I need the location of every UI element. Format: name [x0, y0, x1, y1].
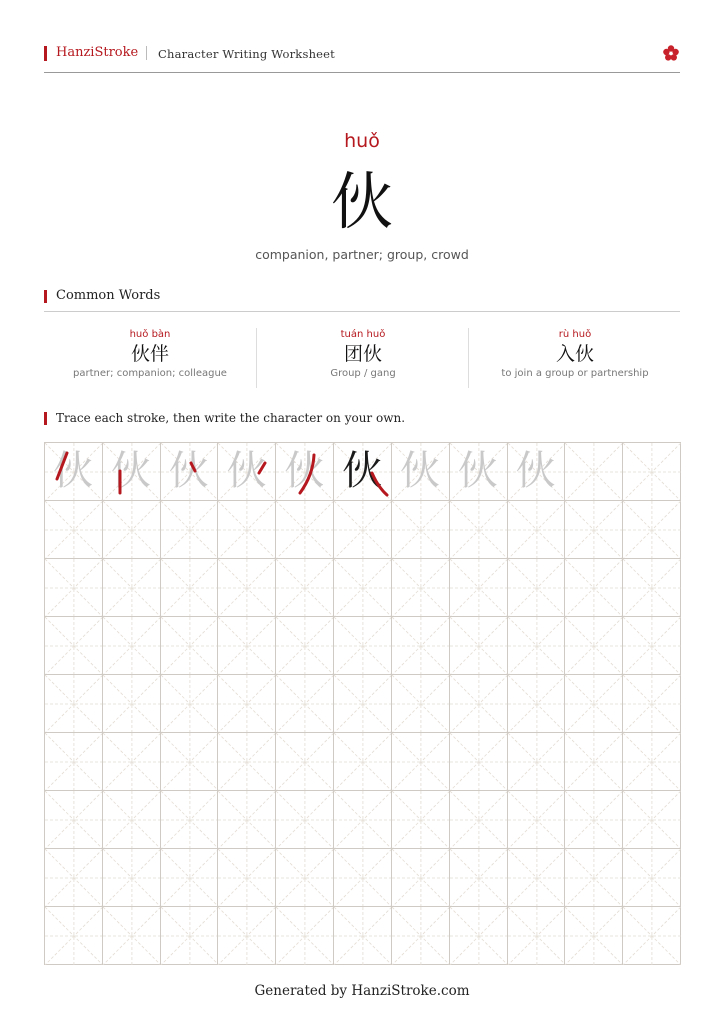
practice-cell[interactable]	[102, 558, 161, 617]
new-stroke-highlight	[103, 443, 161, 501]
main-character: 伙	[330, 165, 393, 238]
cell-guide-lines	[565, 675, 623, 733]
practice-cell[interactable]	[391, 500, 450, 559]
cell-guide-lines	[45, 559, 103, 617]
practice-cell[interactable]	[217, 558, 276, 617]
cell-guide-lines	[508, 501, 566, 559]
cell-guide-lines	[276, 617, 334, 675]
word-meaning: to join a group or partnership	[501, 368, 649, 379]
cell-guide-lines	[392, 559, 450, 617]
cell-guide-lines	[450, 849, 508, 907]
ghost-character: 伙	[515, 448, 556, 494]
cell-guide-lines	[218, 791, 276, 849]
footer-credit: Generated by HanziStroke.com	[254, 983, 470, 999]
cell-guide-lines	[334, 501, 392, 559]
section-rule	[44, 311, 680, 312]
practice-cell[interactable]	[507, 616, 566, 675]
practice-cell[interactable]	[44, 674, 103, 733]
practice-cell[interactable]	[217, 848, 276, 907]
cell-guide-lines	[218, 617, 276, 675]
practice-cell[interactable]	[275, 558, 334, 617]
practice-cell[interactable]	[391, 848, 450, 907]
cell-guide-lines	[565, 791, 623, 849]
practice-cell[interactable]	[622, 558, 681, 617]
cell-guide-lines	[334, 559, 392, 617]
practice-cell[interactable]	[564, 906, 623, 965]
cell-guide-lines	[276, 559, 334, 617]
brand-accent-bar	[44, 46, 47, 61]
practice-cell[interactable]	[622, 790, 681, 849]
practice-cell[interactable]	[333, 790, 392, 849]
practice-cell[interactable]	[44, 848, 103, 907]
practice-cell[interactable]	[102, 674, 161, 733]
practice-cell[interactable]	[449, 790, 508, 849]
practice-cell[interactable]	[449, 616, 508, 675]
practice-cell[interactable]	[275, 848, 334, 907]
cell-guide-lines	[103, 617, 161, 675]
brand-name[interactable]: HanziStroke	[56, 45, 139, 60]
practice-cell[interactable]	[449, 674, 508, 733]
cell-guide-lines	[565, 559, 623, 617]
practice-cell[interactable]	[333, 558, 392, 617]
practice-cell[interactable]	[217, 674, 276, 733]
practice-cell[interactable]	[564, 500, 623, 559]
complete-character: 伙	[342, 448, 383, 494]
practice-cell[interactable]	[160, 848, 219, 907]
cell-guide-lines	[161, 791, 219, 849]
common-words-title: Common Words	[56, 288, 161, 303]
ghost-character: 伙	[168, 448, 209, 494]
cell-guide-lines	[623, 733, 681, 791]
header-rule	[44, 72, 680, 73]
cell-guide-lines	[623, 617, 681, 675]
cell-guide-lines	[508, 559, 566, 617]
practice-cell[interactable]	[275, 500, 334, 559]
header-divider	[146, 46, 147, 60]
cell-guide-lines	[218, 733, 276, 791]
cell-guide-lines	[161, 559, 219, 617]
practice-cell[interactable]	[102, 732, 161, 791]
practice-cell[interactable]	[217, 906, 276, 965]
cell-guide-lines	[334, 675, 392, 733]
practice-cell[interactable]	[275, 906, 334, 965]
practice-cell[interactable]	[275, 442, 334, 501]
cell-guide-lines	[103, 791, 161, 849]
practice-cell[interactable]	[160, 442, 219, 501]
practice-cell[interactable]	[507, 906, 566, 965]
practice-cell[interactable]	[507, 848, 566, 907]
cell-guide-lines	[392, 733, 450, 791]
practice-cell[interactable]	[507, 790, 566, 849]
practice-cell[interactable]	[564, 616, 623, 675]
practice-cell[interactable]	[217, 616, 276, 675]
cell-guide-lines	[103, 559, 161, 617]
cell-guide-lines	[334, 733, 392, 791]
practice-cell[interactable]	[333, 906, 392, 965]
practice-cell[interactable]	[391, 732, 450, 791]
new-stroke-highlight	[45, 443, 103, 501]
cell-guide-lines	[392, 501, 450, 559]
practice-grid	[44, 442, 680, 964]
cell-guide-lines	[45, 907, 103, 965]
cell-guide-lines	[334, 907, 392, 965]
section-accent-bar	[44, 290, 47, 303]
practice-cell[interactable]	[564, 674, 623, 733]
practice-cell[interactable]	[102, 500, 161, 559]
cell-guide-lines	[450, 501, 508, 559]
cell-guide-lines	[565, 733, 623, 791]
word-hanzi: 入伙	[555, 343, 594, 365]
cell-guide-lines	[508, 675, 566, 733]
cell-guide-lines	[276, 501, 334, 559]
cell-guide-lines	[276, 675, 334, 733]
practice-cell[interactable]	[217, 500, 276, 559]
practice-cell[interactable]	[44, 558, 103, 617]
practice-cell[interactable]	[102, 790, 161, 849]
new-stroke-highlight	[334, 443, 392, 501]
character-meaning: companion, partner; group, crowd	[255, 247, 469, 262]
word-card	[44, 328, 256, 388]
practice-cell[interactable]	[622, 500, 681, 559]
practice-cell[interactable]	[391, 442, 450, 501]
practice-cell[interactable]	[507, 732, 566, 791]
cell-guide-lines	[450, 791, 508, 849]
ghost-character: 伙	[284, 448, 325, 494]
practice-cell[interactable]	[564, 558, 623, 617]
cell-guide-lines	[103, 675, 161, 733]
cell-guide-lines	[334, 849, 392, 907]
cell-guide-lines	[508, 733, 566, 791]
practice-cell[interactable]	[391, 674, 450, 733]
cell-guide-lines	[392, 907, 450, 965]
cell-guide-lines	[450, 675, 508, 733]
cell-guide-lines	[565, 443, 623, 501]
cell-guide-lines	[565, 617, 623, 675]
practice-cell[interactable]	[275, 732, 334, 791]
new-stroke-highlight	[218, 443, 276, 501]
practice-cell[interactable]	[449, 848, 508, 907]
practice-cell[interactable]	[449, 906, 508, 965]
practice-cell[interactable]	[622, 674, 681, 733]
practice-cell[interactable]	[160, 906, 219, 965]
cell-guide-lines	[508, 791, 566, 849]
cell-guide-lines	[450, 559, 508, 617]
plum-blossom-icon	[662, 44, 680, 62]
practice-cell[interactable]	[44, 732, 103, 791]
cell-guide-lines	[161, 617, 219, 675]
cell-guide-lines	[508, 849, 566, 907]
practice-cell[interactable]	[333, 616, 392, 675]
practice-cell[interactable]	[507, 558, 566, 617]
cell-guide-lines	[276, 849, 334, 907]
cell-guide-lines	[392, 849, 450, 907]
practice-cell[interactable]	[564, 442, 623, 501]
practice-cell[interactable]	[217, 790, 276, 849]
cell-guide-lines	[218, 559, 276, 617]
practice-cell[interactable]	[102, 848, 161, 907]
cell-guide-lines	[45, 501, 103, 559]
practice-cell[interactable]	[102, 616, 161, 675]
word-hanzi: 伙伴	[130, 343, 169, 365]
practice-cell[interactable]	[44, 790, 103, 849]
cell-guide-lines	[508, 907, 566, 965]
section-accent-bar	[44, 412, 47, 425]
cell-guide-lines	[45, 733, 103, 791]
word-meaning: Group / gang	[330, 368, 396, 379]
cell-guide-lines	[45, 791, 103, 849]
cell-guide-lines	[161, 675, 219, 733]
cell-guide-lines	[161, 907, 219, 965]
cell-guide-lines	[276, 907, 334, 965]
cell-guide-lines	[565, 501, 623, 559]
worksheet-subtitle: Character Writing Worksheet	[158, 47, 336, 61]
cell-guide-lines	[218, 849, 276, 907]
practice-cell[interactable]	[160, 790, 219, 849]
cell-guide-lines	[392, 791, 450, 849]
word-pinyin: rù huǒ	[558, 329, 592, 340]
cell-guide-lines	[103, 849, 161, 907]
character-pinyin: huǒ	[344, 130, 380, 152]
cell-guide-lines	[508, 617, 566, 675]
practice-cell[interactable]	[391, 558, 450, 617]
cell-guide-lines	[623, 443, 681, 501]
practice-cell[interactable]	[275, 790, 334, 849]
practice-cell[interactable]	[275, 616, 334, 675]
practice-cell[interactable]	[333, 674, 392, 733]
new-stroke-highlight	[161, 443, 219, 501]
word-pinyin: tuán huǒ	[340, 329, 386, 340]
practice-cell[interactable]	[449, 732, 508, 791]
practice-cell[interactable]	[622, 906, 681, 965]
practice-cell[interactable]	[622, 848, 681, 907]
cell-guide-lines	[623, 675, 681, 733]
ghost-character: 伙	[226, 448, 267, 494]
practice-cell[interactable]	[333, 732, 392, 791]
practice-cell[interactable]	[564, 790, 623, 849]
cell-guide-lines	[45, 617, 103, 675]
practice-cell[interactable]	[44, 906, 103, 965]
cell-guide-lines	[623, 907, 681, 965]
practice-cell[interactable]	[391, 790, 450, 849]
practice-cell[interactable]	[564, 848, 623, 907]
practice-cell[interactable]	[44, 616, 103, 675]
practice-cell[interactable]	[622, 732, 681, 791]
practice-cell[interactable]	[449, 442, 508, 501]
cell-guide-lines	[218, 501, 276, 559]
cell-guide-lines	[218, 675, 276, 733]
cell-guide-lines	[392, 617, 450, 675]
practice-cell[interactable]	[333, 500, 392, 559]
cell-guide-lines	[103, 733, 161, 791]
cell-guide-lines	[218, 907, 276, 965]
cell-guide-lines	[103, 907, 161, 965]
practice-cell[interactable]	[507, 500, 566, 559]
practice-cell[interactable]	[160, 732, 219, 791]
cell-guide-lines	[334, 791, 392, 849]
ghost-character: 伙	[110, 448, 151, 494]
practice-instruction: Trace each stroke, then write the character on your own.	[56, 411, 406, 425]
new-stroke-highlight	[276, 443, 334, 501]
ghost-character: 伙	[457, 448, 498, 494]
practice-cell[interactable]	[160, 558, 219, 617]
cell-guide-lines	[623, 791, 681, 849]
cell-guide-lines	[450, 617, 508, 675]
cell-guide-lines	[623, 849, 681, 907]
word-card	[468, 328, 681, 388]
practice-cell[interactable]	[449, 558, 508, 617]
practice-cell[interactable]	[44, 500, 103, 559]
cell-guide-lines	[103, 501, 161, 559]
practice-cell[interactable]	[160, 500, 219, 559]
practice-cell[interactable]	[622, 616, 681, 675]
practice-cell[interactable]	[391, 906, 450, 965]
practice-cell[interactable]	[160, 616, 219, 675]
practice-cell[interactable]	[622, 442, 681, 501]
cell-guide-lines	[161, 501, 219, 559]
practice-cell[interactable]	[102, 906, 161, 965]
practice-cell[interactable]	[564, 732, 623, 791]
cell-guide-lines	[161, 849, 219, 907]
practice-cell[interactable]	[102, 442, 161, 501]
word-card	[256, 328, 469, 388]
practice-cell[interactable]	[507, 442, 566, 501]
cell-guide-lines	[450, 907, 508, 965]
practice-cell[interactable]	[391, 616, 450, 675]
cell-guide-lines	[450, 733, 508, 791]
cell-guide-lines	[334, 617, 392, 675]
cell-guide-lines	[276, 791, 334, 849]
word-hanzi: 团伙	[343, 343, 382, 365]
ghost-character: 伙	[399, 448, 440, 494]
practice-cell[interactable]	[333, 848, 392, 907]
ghost-character: 伙	[53, 448, 93, 494]
word-meaning: partner; companion; colleague	[73, 368, 227, 379]
practice-cell[interactable]	[217, 442, 276, 501]
practice-cell[interactable]	[507, 674, 566, 733]
cell-guide-lines	[276, 733, 334, 791]
cell-guide-lines	[623, 559, 681, 617]
practice-cell[interactable]	[160, 674, 219, 733]
cell-guide-lines	[392, 675, 450, 733]
practice-cell[interactable]	[217, 732, 276, 791]
cell-guide-lines	[565, 849, 623, 907]
cell-guide-lines	[623, 501, 681, 559]
practice-cell[interactable]	[44, 442, 103, 501]
cell-guide-lines	[45, 849, 103, 907]
practice-cell[interactable]	[449, 500, 508, 559]
practice-cell[interactable]	[275, 674, 334, 733]
cell-guide-lines	[565, 907, 623, 965]
cell-guide-lines	[45, 675, 103, 733]
header	[44, 44, 680, 72]
cell-guide-lines	[161, 733, 219, 791]
word-pinyin: huǒ bàn	[129, 329, 171, 340]
practice-cell[interactable]	[333, 442, 392, 501]
